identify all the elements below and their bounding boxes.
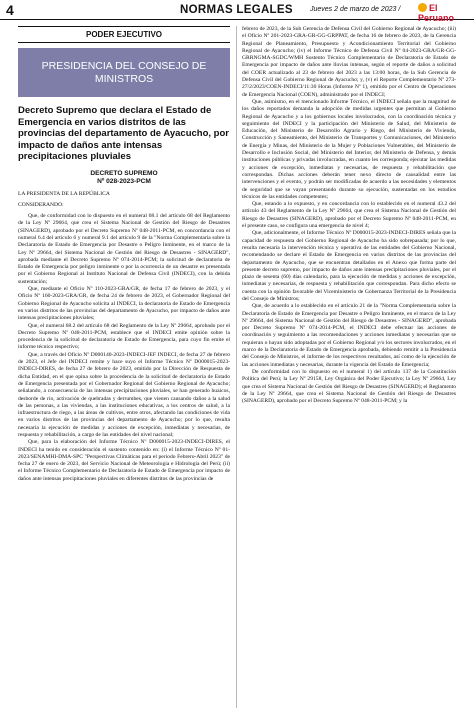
presidenta-line: LA PRESIDENTA DE LA REPÚBLICA [18, 190, 110, 197]
left-paragraph-2: Que, mediante el Oficio Nº 110-2023-GRA/GR, de fecha 17 de febrero de 2023, y el Oficio Nº 160-2023-GRA/GR, de fecha 24 de febrero de 2023, el Gobernador Regional del Gobierno Regional de Ayacucho solicita al INDECI, la declaratoria de Estado de Emergencia en varios distritos de las provincias del departamento de Ayacucho, por impacto de daños ante intensas precipitaciones pluviales; [18, 286, 230, 322]
considerando-line: CONSIDERANDO: [18, 201, 64, 208]
left-paragraph-5: Que, para la elaboración del Informe Técnico Nº D000015-2023-INDECI-DIRES, el INDECI ha tenido en consideración el sustento contenido en: (i) el Informe Técnico Nº 01-2023/SENAMHI-DMA-SPC "Perspectivas Climáticas para el periodo Febrero-Abril 2023" de fecha 27 de enero de 2023, del Servicio Nacional de Meteorología e Hidrología del Perú; (ii) el Informe Técnico Complementario de Declaratoria de Estado de Emergencia por impacto de daños ante intensas precipitaciones pluviales en diferentes distritos de las provincias de [18, 439, 230, 482]
newspaper-logo [418, 3, 474, 23]
right-paragraph-4: Que, adicionalmente, el Informe Técnico Nº D000015-2023-INDECI-DIRES señala que la capacidad de respuesta del Gobierno Regional de Ayacucho ha sido sobrepasada; por lo que, resulta necesaria la intervención técnica y operativa de las entidades del Gobierno Nacional, recomendando se declare el Estado de Emergencia en varios distritos de las provincias del departamento de Ayacucho, que se encuentran detallados en el Anexo que forma parte del presente decreto supremo, por impacto de daños ante intensas precipitaciones pluviales, por el plazo de sesenta (60) días calendario, para la ejecución de medidas y acciones de excepción, inmediatas y necesarias, de respuesta y rehabilitación que correspondan. Para dicho efecto se cuenta con la opinión favorable del Viceministerio de Gobernanza Territorial de la Presidencia del Consejo de Ministros; [242, 230, 456, 302]
right-paragraph-6: De conformidad con lo dispuesto en el numeral 1) del artículo 137 de la Constitución Política del Perú; la Ley Nº 29158, Ley Orgánica del Poder Ejecutivo; la Ley Nº 29664, Ley que crea el Sistema Nacional de Gestión del Riesgo de Desastres (SINAGERD); el Reglamento de la Ley Nº 29664, que crea el Sistema Nacional de Gestión del Riesgo de Desastres (SINAGERD), aprobado por el Decreto Supremo Nº 048-2011-PCM; y la [242, 368, 456, 405]
column-divider [236, 26, 237, 708]
section-heading: PODER EJECUTIVO [18, 26, 230, 43]
logo-icon [418, 3, 427, 12]
decree-number-line2: Nº 028-2023-PCM [97, 177, 151, 185]
decree-number-line1: DECRETO SUPREMO [90, 169, 158, 177]
right-column [242, 26, 456, 405]
section-title: NORMAS LEGALES [180, 4, 293, 16]
left-paragraph-1: Que, de conformidad con lo dispuesto en el numeral 68.1 del artículo 68 del Reglamento de la Ley Nº 29664, que crea el Sistema Nacional de Gestión del Riesgo de Desastres (SINAGERD), aprobado por el Decreto Supremo Nº 048-2011-PCM, en concordancia con el numeral 6.4 del artículo 6 y numeral 9.1 del artículo 9 de la "Norma Complementaria sobre la Declaratoria de Estado de Emergencia por Desastre o Peligro Inminente, en el marco de la Ley Nº 29664, del Sistema Nacional de Gestión del Riesgo de Desastres - SINAGERD", aprobada mediante el Decreto Supremo Nº 074-2014-PCM; la solicitud de declaratoria de Estado de Emergencia por peligro inminente o por la ocurrencia de un desastre es presentada por el Gobierno Regional al Instituto Nacional de Defensa Civil (INDECI), con la debida sustentación; [18, 213, 230, 285]
right-paragraph-1: febrero de 2023, de la Sub Gerencia de Defensa Civil del Gobierno Regional de Ayacucho; (iii) el Oficio Nº 201-2023-GRA-GR-GG-GRPPAT, de fecha 16 de febrero de 2023, de la Gerencia Regional de Planeamiento, Presupuesto y Acondicionamiento Territorial del Gobierno Regional de Ayacucho; (iv) el Informe Técnico de Defensa Civil Nº 04-2023-GRA/GR-GG-GRRNGMA-SGDC/WMH Sustento Técnico Complementario de Declaratoria de Estado de Emergencia por impacto de daños ante lluvias intensas, según el reporte de daños a solicitud del COER actualizado al 23 de febrero del 2023 a las 13:00 horas, de la Sub Gerencia de Defensa Civil del Gobierno Regional de Ayacucho; y, (v) el Reporte Complementario Nº 273-27/2/2023/COEN-INDECI/11:30 Horas (Informe Nº 1), emitido por el Centro de Operaciones de Emergencia Nacional (COEN), administrado por el INDECI; [242, 26, 456, 98]
decree-number [18, 170, 230, 186]
right-paragraph-3: Que, estando a lo expuesto, y en concordancia con lo establecido en el numeral 43.2 del artículo 43 del Reglamento de la Ley Nº 29664, que crea el Sistema Nacional de Gestión del Riesgo de Desastres (SINAGERD), aprobado por el Decreto Supremo Nº 048-2011-PCM, en el presente caso, se configura una emergencia de nivel 4; [242, 201, 456, 230]
left-paragraph-3: Que, el numeral 68.2 del artículo 68 del Reglamento de la Ley Nº 29664, aprobado por el Decreto Supremo Nº 048-2011-PCM, establece que el INDECI emite opinión sobre la procedencia de la solicitud de declaratoria de Estado de Emergencia, para cuyo fin emite el informe técnico respectivo; [18, 322, 230, 351]
decree-title: Decreto Supremo que declara el Estado de Emergencia en varios distritos de las provincias del departamento de Ayacucho, por impacto de daños ante intensas precipitaciones pluviales [18, 105, 229, 162]
left-paragraph-4: Que, a través del Oficio Nº D000140-2023-INDECI-JEF INDECI, de fecha 27 de febrero de 2023, el Jefe del INDECI remite y hace suyo el Informe Técnico Nº D000015-2023-INDECI-DIRES, de fecha 27 de febrero de 2023, emitido por la Dirección de Respuesta de dicha Entidad, en el que opina sobre la procedencia de la solicitud de declaratoria de Estado de Emergencia presentada por el Gobernador Regional del Gobierno Regional de Ayacucho; señalando, a consecuencia de las intensas precipitaciones pluviales, se han generado huaicos, desborde de río, activación de quebradas y derrumbes, que vienen causando daños a la salud de las personas, a las viviendas, a las instituciones educativas, a los centros de salud, a la infraestructura de riego, a las áreas de cultivos, entre otros, afectando las condiciones de vida en varios distritos de las provincias del departamento de Ayacucho; por lo que, resulta necesaria la ejecución de medidas y acciones de excepción, inmediatas y necesarias, de respuesta y rehabilitación, a cargo de las entidades del nivel nacional; [18, 351, 230, 438]
right-paragraph-5: Que, de acuerdo a lo establecido en el artículo 21 de la "Norma Complementaria sobre la Declaratoria de Estado de Emergencia por Desastre o Peligro Inminente, en el marco de la Ley Nº 29664, del Sistema Nacional de Gestión del Riesgo de Desastres - SINAGERD", aprobada por Decreto Supremo Nº 074-2014-PCM, el INDECI debe efectuar las acciones de coordinación y seguimiento a las recomendaciones y acciones inmediatas y necesarias que se requieran o hayan sido adoptadas por el Gobierno Regional y/o los sectores involucrados, en el marco de la Declaratoria de Estado de Emergencia aprobada, debiendo remitir a la Presidencia del Consejo de Ministros, el informe de los respectivos resultados, así como de la ejecución de las acciones inmediatas y necesarias, durante la vigencia del Estado de Emergencia; [242, 303, 456, 368]
right-paragraph-2: Que, asimismo, en el mencionado Informe Técnico, el INDECI señala que la magnitud de los daños reportados demanda la adopción de medidas urgentes que permitan al Gobierno Regional de Ayacucho y a los gobiernos locales involucrados, con la coordinación técnica y seguimiento del INDECI y la participación del Ministerio de Salud, del Ministerio de Educación, del Ministerio de Desarrollo Agrario y Riego, del Ministerio de Vivienda, Construcción y Saneamiento, del Ministerio de Transportes y Comunicaciones, del Ministerio de Energía y Minas, del Ministerio de la Mujer y Poblaciones Vulnerables, del Ministerio de Desarrollo e Inclusión Social, del Ministerio del Interior, del Ministerio de Defensa, y demás instituciones públicas y privadas involucradas, en cuanto les corresponda; ejecutar las medidas y acciones de excepción, inmediatas y necesarias, de respuesta y rehabilitación que correspondan. Dichas acciones deberán tener nexo directo de causalidad entre las intervenciones y el evento, y podrán ser modificadas de acuerdo a las necesidades y elementos de seguridad que se vayan presentando durante su ejecución, sustentadas en los estudios técnicos de las entidades competentes; [242, 98, 456, 200]
masthead [0, 0, 474, 23]
page-number: 4 [6, 2, 14, 18]
logo-text: El Peruano [418, 3, 455, 23]
ministry-banner: PRESIDENCIA DEL CONSEJO DE MINISTROS [18, 48, 230, 97]
issue-date: Jueves 2 de marzo de 2023 / [310, 6, 401, 13]
left-column [18, 26, 230, 483]
